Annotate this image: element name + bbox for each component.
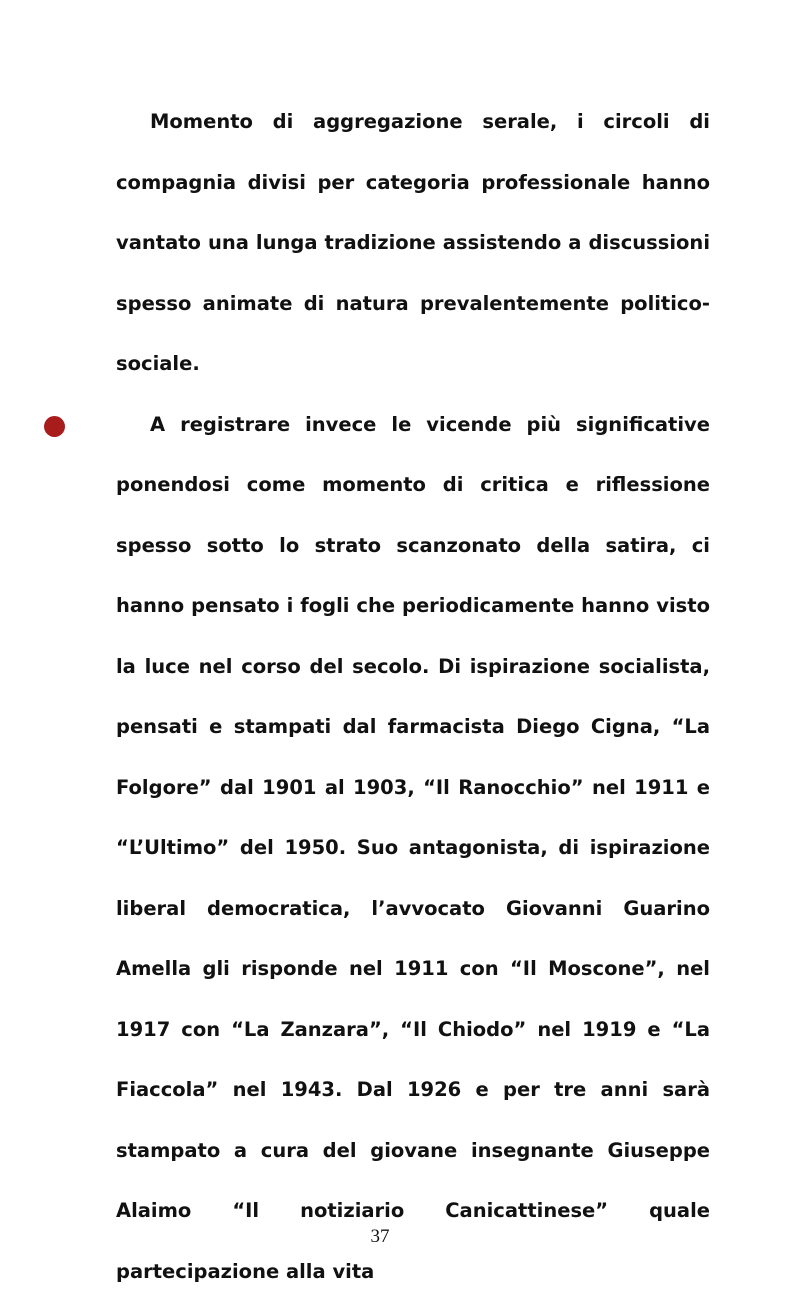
red-dot-marker [44,416,65,437]
paragraph-fogli-satirici: A registrare invece le vicende più significative ponendosi come momento di critica e riflessione spesso sotto lo strato scanzonato della satira, ci hanno pensato i fogli che periodicamente hanno visto la luce nel corso del secolo. Di ispirazione socialista, pensati e stampati dal farmacista Diego Cigna, “La Folgore” dal 1901 al 1903, “Il Ranocchio” nel 1911 e “L’Ultimo” del 1950. Suo antagonista, di ispirazione liberal democratica, l’avvocato Giovanni Guarino Amella gli risponde nel 1911 con “Il Moscone”, nel 1917 con “La Zanzara”, “Il Chiodo” nel 1919 e “La Fiaccola” nel 1943. Dal 1926 e per tre anni sarà stampato a cura del giovane insegnante Giuseppe Alaimo “Il notiziario Canicattinese” quale partecipazione alla vita [116,412,710,1283]
paragraph-circoli: Momento di aggregazione serale, i circoli di compagnia divisi per categoria professionale hanno vantato una lunga tradizione assistendo a discussioni spesso animate di natura prevalentemente politico-sociale. [116,110,710,375]
page-number: 37 [370,1226,390,1247]
body-text [116,92,710,1302]
